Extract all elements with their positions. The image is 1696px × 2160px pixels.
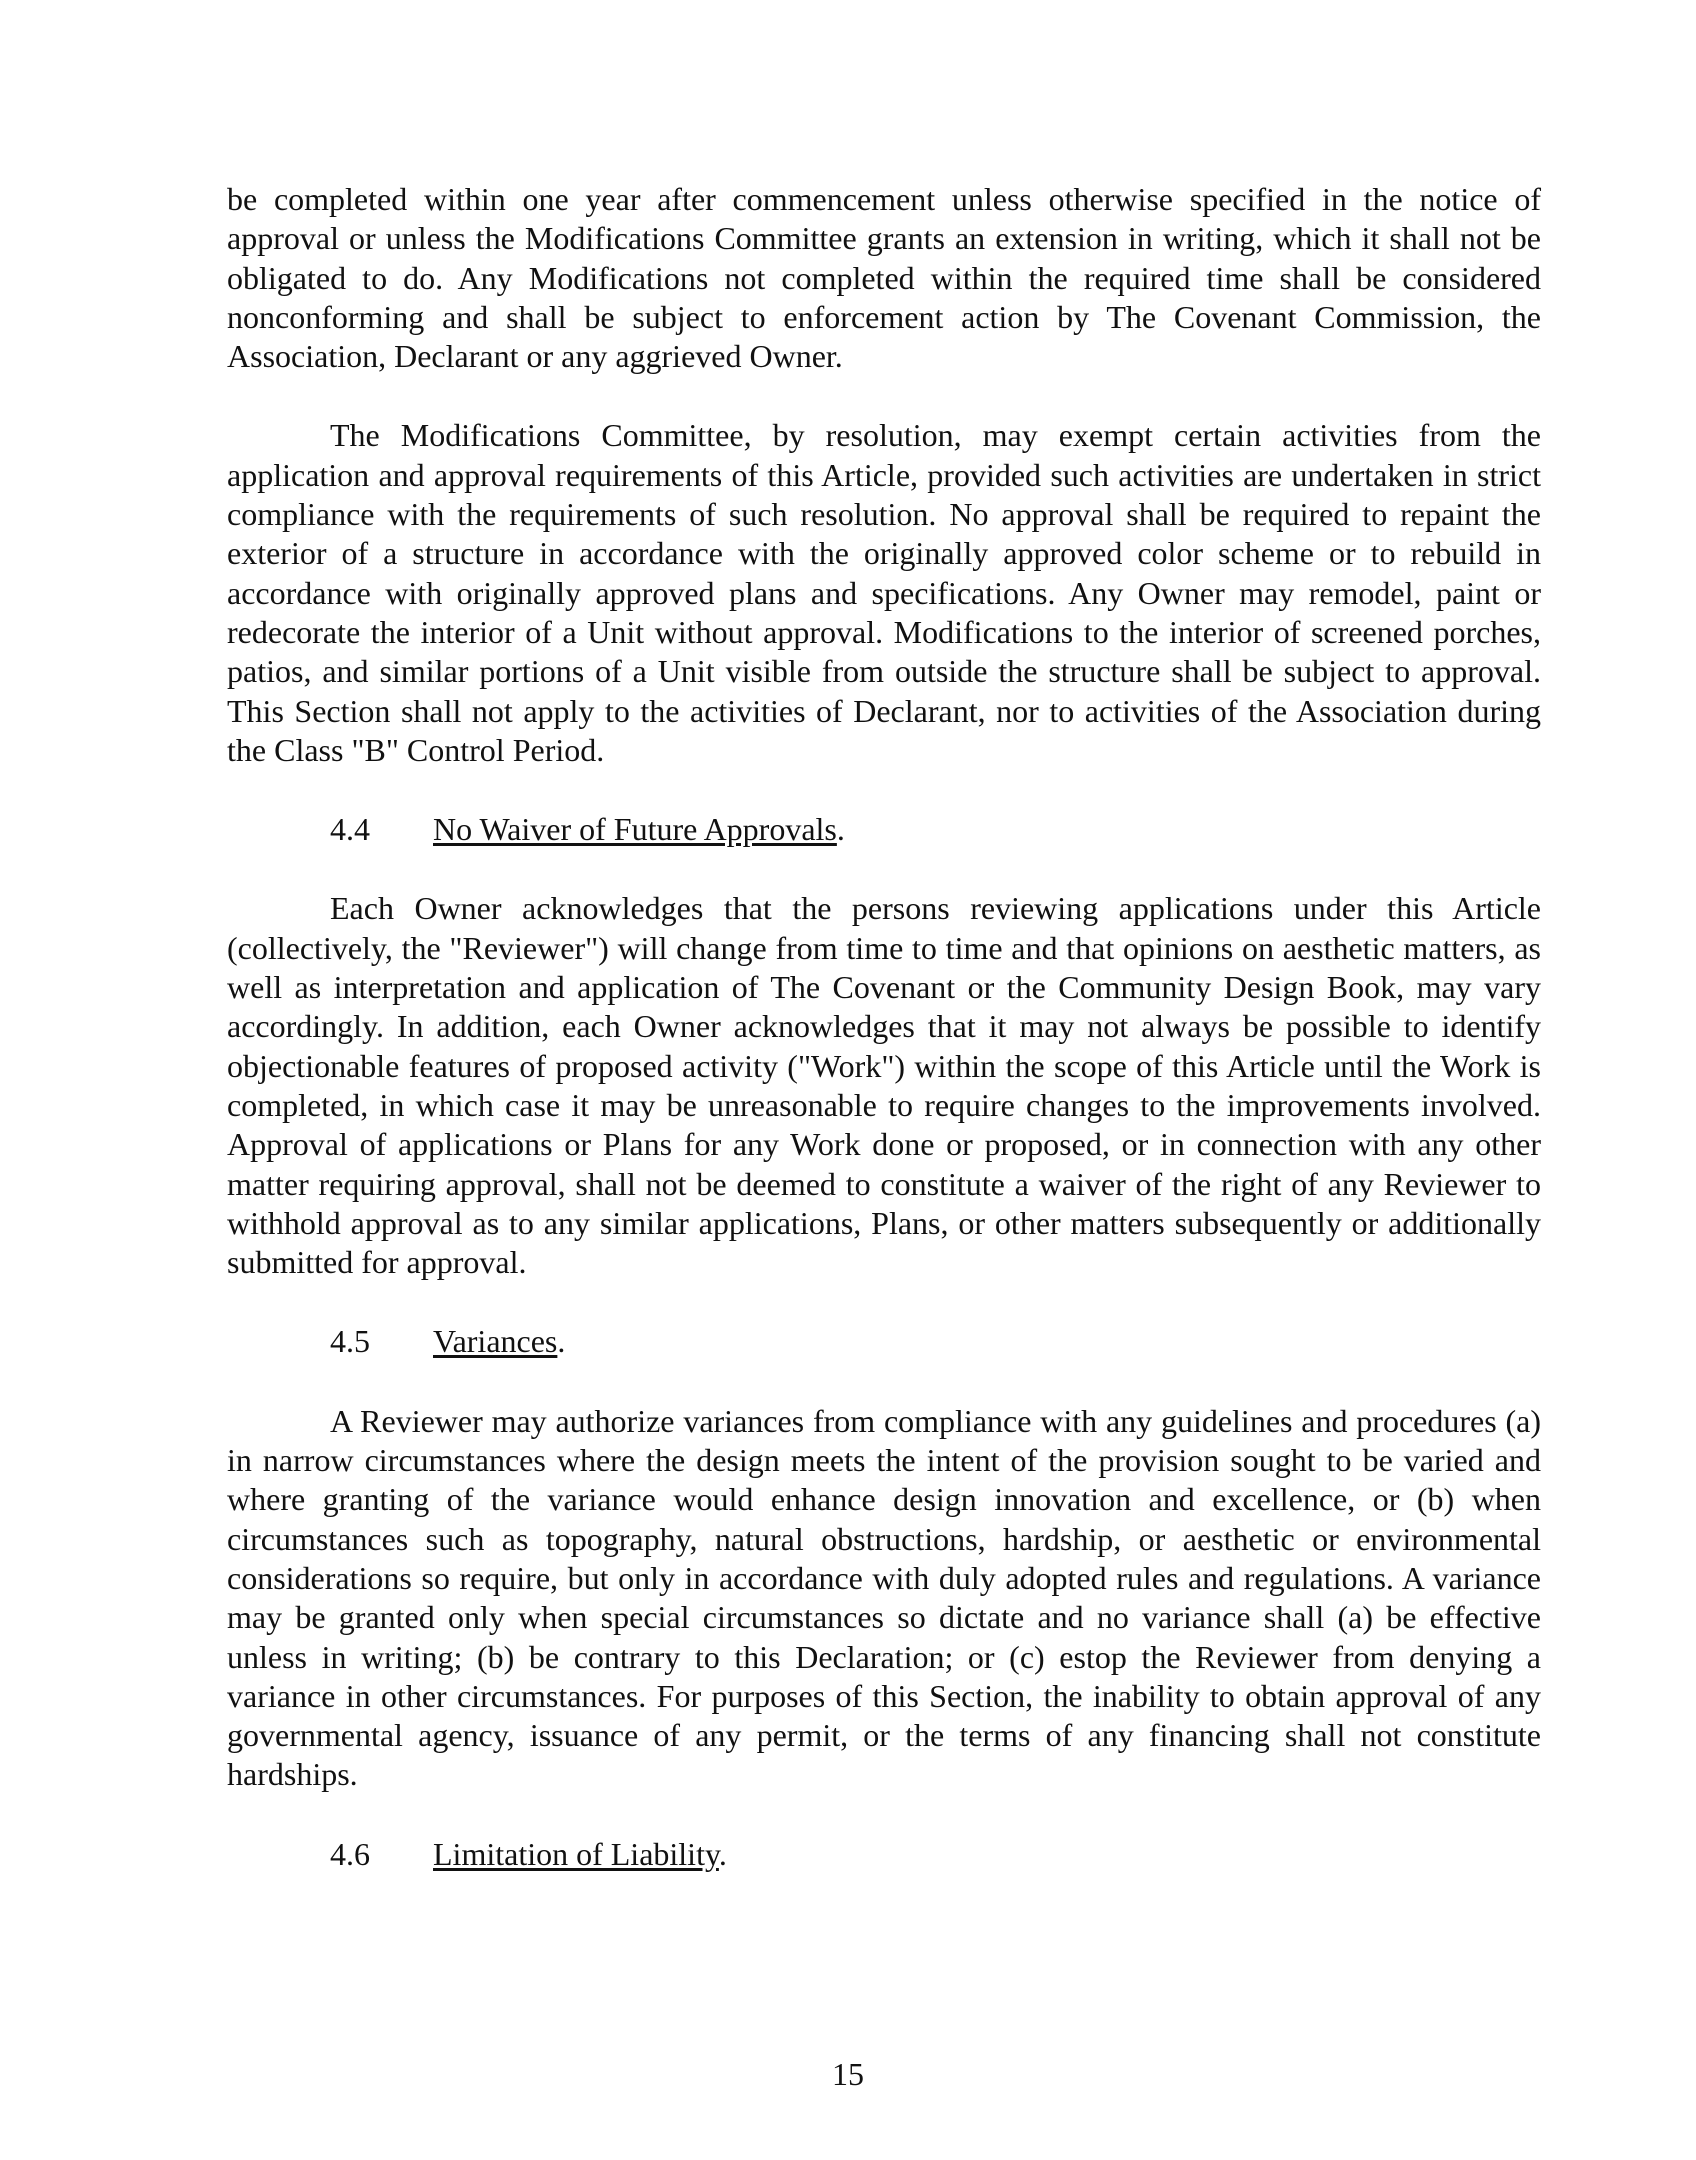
section-number: 4.5 bbox=[330, 1323, 370, 1360]
paragraph-exempt-activities: The Modifications Committee, by resolution, may exempt certain activities from the application and approval requirements of this Article, provided such activities are undertaken in strict compliance with the requirements of such resolution. No approval shall be required to repaint the exterior of a structure in accordance with the originally approved color scheme or to rebuild in accordance with originally approved plans and specifications. Any Owner may remodel, paint or redecorate the interior of a Unit without approval. Modifications to the interior of screened porches, patios, and similar portions of a Unit visible from outside the structure shall be subject to approval. This Section shall not apply to the activities of Declarant, nor to activities of the Association during the Class "B" Control Period. bbox=[227, 417, 1541, 768]
section-title: Limitation of Liability bbox=[433, 1835, 719, 1872]
page-number: 15 bbox=[832, 2056, 864, 2092]
section-heading-4-4 bbox=[227, 810, 1541, 849]
section-title: Variances bbox=[433, 1323, 558, 1360]
section-heading-4-6 bbox=[227, 1835, 1541, 1874]
section-number: 4.4 bbox=[330, 811, 370, 848]
section-title-period: . bbox=[718, 1835, 727, 1872]
section-number: 4.6 bbox=[330, 1835, 370, 1872]
section-title: No Waiver of Future Approvals bbox=[433, 811, 837, 848]
document-body bbox=[227, 180, 1541, 1874]
paragraph-completion-deadline: be completed within one year after commencement unless otherwise specified in the notice of approval or unless the Modifications Committee grants an extension in writing, which it shall not be obligated to do. Any Modifications not completed within the required time shall be considered nonconforming and shall be subject to enforcement action by The Covenant Commission, the Association, Declarant or any aggrieved Owner. bbox=[227, 181, 1541, 375]
section-heading-4-5 bbox=[227, 1322, 1541, 1361]
paragraph-no-waiver: Each Owner acknowledges that the persons reviewing applications under this Article (collectively, the "Reviewer") will change from time to time and that opinions on aesthetic matters, as well as interpretation and application of The Covenant or the Community Design Book, may vary accordingly. In addition, each Owner acknowledges that it may not always be possible to identify objectionable features of proposed activity ("Work") within the scope of this Article until the Work is completed, in which case it may be unreasonable to require changes to the improvements involved. Approval of applications or Plans for any Work done or proposed, or in connection with any other matter requiring approval, shall not be deemed to constitute a waiver of the right of any Reviewer to withhold approval as to any similar applications, Plans, or other matters subsequently or additionally submitted for approval. bbox=[227, 890, 1541, 1281]
paragraph-variances: A Reviewer may authorize variances from compliance with any guidelines and procedures (a) in narrow circumstances where the design meets the intent of the provision sought to be varied and where granting of the variance would enhance design innovation and excellence, or (b) when circumstances such as topography, natural obstructions, hardship, or aesthetic or environmental considerations so require, but only in accordance with duly adopted rules and regulations. A variance may be granted only when special circumstances so dictate and no variance shall (a) be effective unless in writing; (b) be contrary to this Declaration; or (c) estop the Reviewer from denying a variance in other circumstances. For purposes of this Section, the inability to obtain approval of any governmental agency, issuance of any permit, or the terms of any financing shall not constitute hardships. bbox=[227, 1402, 1541, 1793]
section-title-period: . bbox=[557, 1323, 566, 1360]
section-title-period: . bbox=[836, 811, 845, 848]
